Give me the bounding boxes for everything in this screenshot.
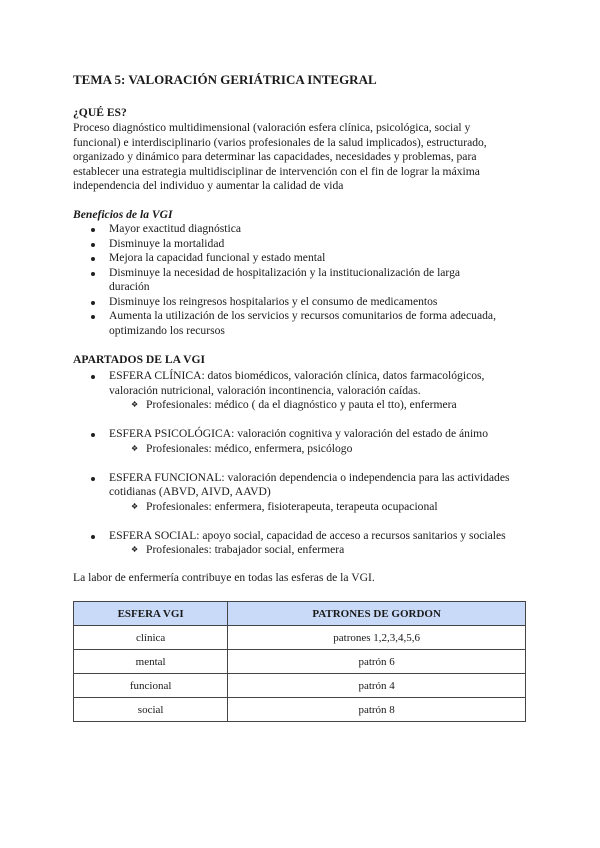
paragraph-line: independencia del individuo y aumentar la calidad de vida [73,179,344,192]
sub-list-item: Profesionales: médico, enfermera, psicólogo [146,441,353,455]
paragraph-line: Proceso diagnóstico multidimensional (valoración esfera clínica, psicológica, social y [73,121,471,134]
table-row [74,626,526,650]
diamond-bullet-icon: ❖ [131,443,139,453]
bullet-icon [91,301,95,305]
list-item: valoración nutricional, valoración incontinencia, valoración caídas. [109,383,421,397]
beneficios-heading: Beneficios de la VGI [73,208,173,221]
paragraph-line: funcional) e interdisciplinario (varios profesionales de la salud implicados), estructurado, [73,135,487,149]
table-header: ESFERA VGI [74,602,228,626]
list-item: Disminuye la necesidad de hospitalización y la institucionalización de larga [109,265,461,279]
list-item: Disminuye los reingresos hospitalarios y el consumo de medicamentos [109,294,438,308]
list-item: Disminuye la mortalidad [109,236,225,250]
sub-list-item: Profesionales: trabajador social, enfermera [146,543,345,556]
table-row [74,674,526,698]
list-item: Mejora la capacidad funcional y estado mental [109,251,326,264]
sub-list-item: Profesionales: enfermera, fisioterapeuta, terapeuta ocupacional [146,499,438,513]
table-cell: mental [74,650,228,674]
table-cell: patrones 1,2,3,4,5,6 [228,626,526,650]
diamond-bullet-icon: ❖ [131,545,139,554]
bullet-icon [91,228,95,232]
list-item: ESFERA CLÍNICA: datos biomédicos, valoración clínica, datos farmacológicos, [109,369,485,382]
bullet-icon [91,243,95,247]
list-item: Mayor exactitud diagnóstica [109,222,241,235]
list-item: ESFERA PSICOLÓGICA: valoración cognitiva y valoración del estado de ánimo [109,427,488,440]
table-row [74,698,526,722]
bullet-icon [91,315,95,319]
gordon-table [73,601,526,722]
paragraph-line: establecer una estrategia multidisciplinar de intervención con el fin de lograr la máxima [73,164,480,178]
diamond-bullet-icon: ❖ [131,400,139,409]
page-title: TEMA 5: VALORACIÓN GERIÁTRICA INTEGRAL [73,72,377,87]
bullet-icon [91,535,95,539]
bullet-icon [91,477,95,481]
table-header: PATRONES DE GORDON [228,602,526,626]
table-cell: patrón 4 [228,674,526,698]
bullet-icon [91,272,95,276]
table-cell: patrón 6 [228,650,526,674]
diamond-bullet-icon: ❖ [131,501,139,511]
table-row [74,650,526,674]
table-cell: clínica [74,626,228,650]
sub-list-item: Profesionales: médico ( da el diagnóstico y pauta el tto), enfermera [146,398,457,411]
table-cell: funcional [74,674,228,698]
bullet-icon [91,257,95,261]
que-es-heading: ¿QUÉ ES? [73,106,127,119]
paragraph-line: organizado y dinámico para determinar las capacidades, necesidades y problemas, para [73,150,477,163]
list-item: optimizando los recursos [109,323,225,337]
bullet-icon [91,433,95,437]
table-cell: patrón 8 [228,698,526,722]
bullet-icon [91,375,95,379]
list-item: duración [109,280,150,293]
list-item: cotidianas (ABVD, AIVD, AAVD) [109,485,271,498]
apartados-heading: APARTADOS DE LA VGI [73,353,205,366]
list-item: Aumenta la utilización de los servicios y recursos comunitarios de forma adecuada, [109,309,496,322]
table-header-row [74,602,526,626]
list-item: ESFERA FUNCIONAL: valoración dependencia o independencia para las actividades [109,470,510,484]
list-item: ESFERA SOCIAL: apoyo social, capacidad de acceso a recursos sanitarios y sociales [109,528,506,542]
table-cell: social [74,698,228,722]
conclusion-text: La labor de enfermería contribuye en todas las esferas de la VGI. [73,571,375,584]
